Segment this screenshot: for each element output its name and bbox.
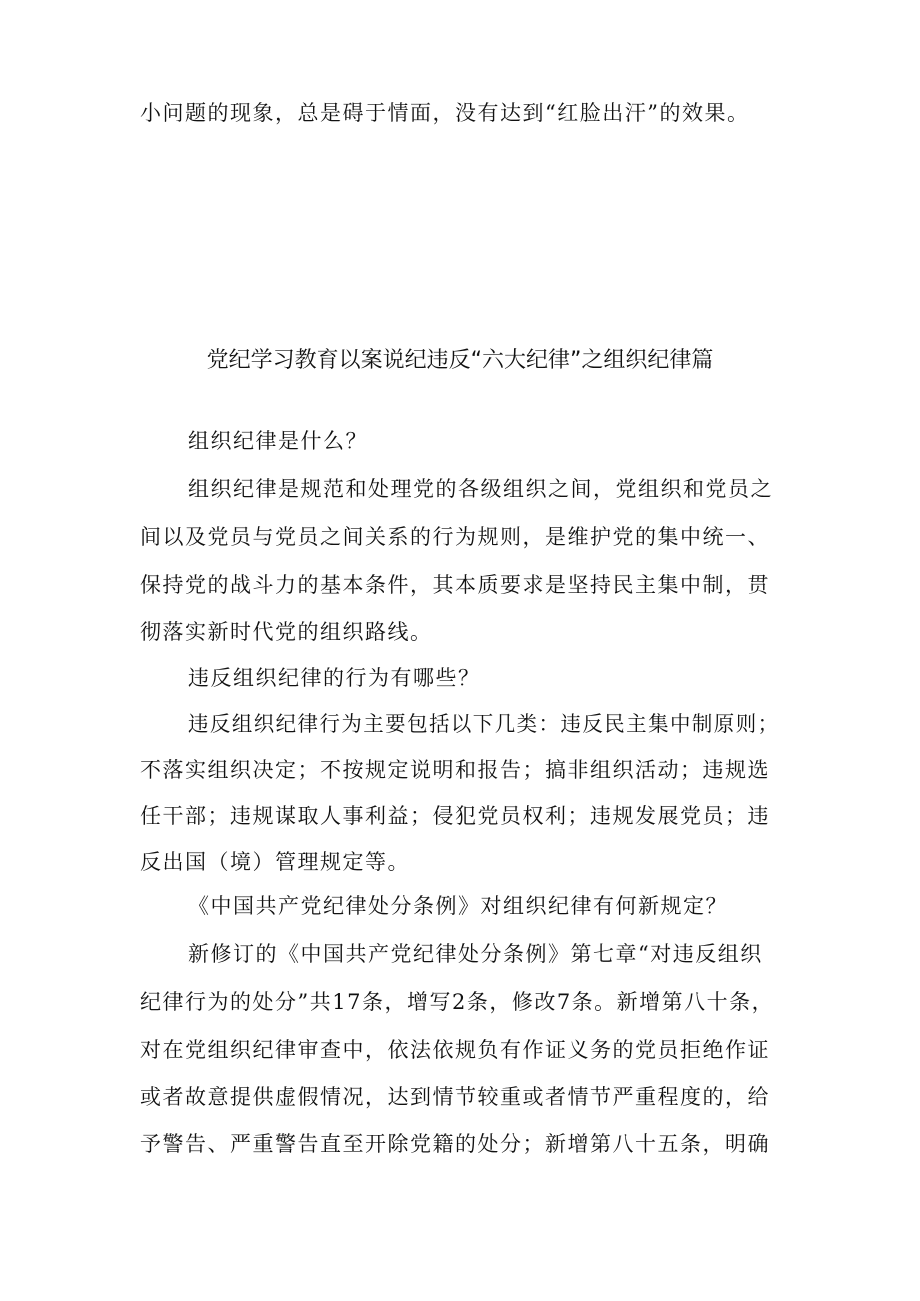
answer-3-line-2: 纪律行为的处分”共17条，增写2条，修改7条。新增第八十条， — [140, 990, 775, 1014]
answer-3-line-4: 或者故意提供虚假情况，达到情节较重或者情节严重程度的，给 — [140, 1085, 770, 1109]
answer-1-line-4: 彻落实新时代党的组织路线。 — [140, 620, 433, 644]
article-title: 党纪学习教育以案说纪违反“六大纪律”之组织纪律篇 — [206, 348, 714, 373]
answer-1-line-1: 组织纪律是规范和处理党的各级组织之间，党组织和党员之 — [188, 477, 773, 501]
answer-3-line-1: 新修订的《中国共产党纪律处分条例》第七章“对违反组织 — [188, 942, 763, 966]
question-1: 组织纪律是什么？ — [188, 429, 368, 453]
answer-2-line-1: 违反组织纪律行为主要包括以下几类：违反民主集中制原则； — [188, 712, 780, 736]
answer-3-line-5: 予警告、严重警告直至开除党籍的处分；新增第八十五条，明确 — [140, 1132, 770, 1156]
answer-1-line-2: 间以及党员与党员之间关系的行为规则，是维护党的集中统一、 — [140, 525, 770, 549]
answer-2-line-4: 反出国（境）管理规定等。 — [140, 850, 410, 874]
answer-1-line-3: 保持党的战斗力的基本条件，其本质要求是坚持民主集中制，贯 — [140, 573, 770, 597]
continuation-line: 小问题的现象，总是碍于情面，没有达到“红脸出汗”的效果。 — [140, 101, 750, 125]
answer-3-line-3: 对在党组织纪律审查中，依法依规负有作证义务的党员拒绝作证 — [140, 1038, 770, 1062]
question-2: 违反组织纪律的行为有哪些？ — [188, 666, 481, 690]
question-3: 《中国共产党纪律处分条例》对组织纪律有何新规定？ — [188, 894, 728, 918]
answer-2-line-2: 不落实组织决定；不按规定说明和报告；搞非组织活动；违规选 — [140, 758, 770, 782]
answer-2-line-3: 任干部；违规谋取人事利益；侵犯党员权利；违规发展党员；违 — [140, 804, 770, 828]
